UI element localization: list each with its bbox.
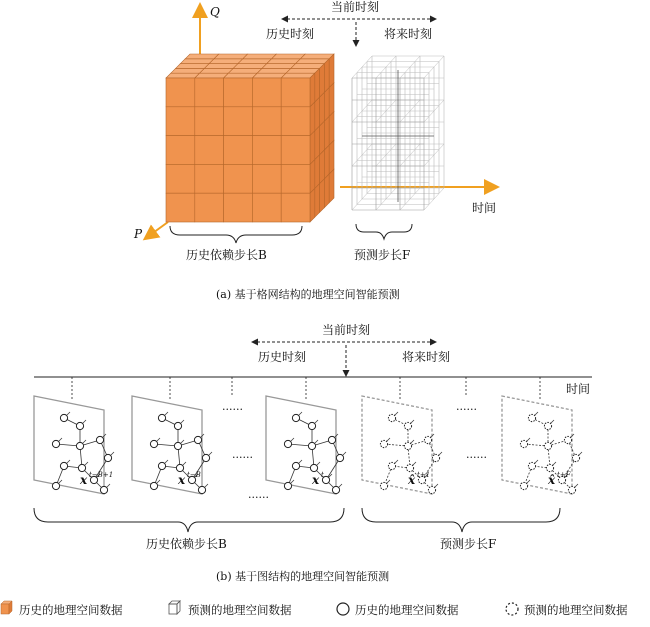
cube-cell-side xyxy=(324,145,329,179)
cube-cell-top xyxy=(238,59,272,64)
cube-cell-top xyxy=(224,73,258,78)
history-time-label: 历史时刻 xyxy=(266,27,315,41)
graph-node xyxy=(104,454,111,461)
graph-node xyxy=(520,482,527,489)
graph-frame-3 xyxy=(266,377,346,494)
cube-cell-front xyxy=(195,107,224,136)
cube-cell-top xyxy=(171,68,205,73)
graph-node xyxy=(158,414,165,421)
cube-cell-top xyxy=(200,68,234,73)
graph-node xyxy=(76,422,83,429)
graph-node xyxy=(380,482,387,489)
legend-label-1: 历史的地理空间数据 xyxy=(19,603,123,617)
cube-cell-side xyxy=(329,169,334,203)
cube-cell-side xyxy=(315,97,320,131)
cube-cell-side xyxy=(315,184,320,218)
cube-cell-side xyxy=(310,102,315,136)
cube-cell-top xyxy=(243,54,277,59)
frame-label: x xyxy=(312,473,320,487)
cube-cell-front xyxy=(195,164,224,193)
cube-cell-front xyxy=(224,78,253,107)
cube-cell-side xyxy=(329,140,334,174)
graph-node xyxy=(332,486,339,493)
cube-cell-front xyxy=(252,136,281,165)
cube-cell-front xyxy=(195,193,224,222)
cube-cell-top xyxy=(209,59,243,64)
cube-cell-top xyxy=(252,73,286,78)
frame-label-sup: t+1 xyxy=(417,471,431,479)
ellipsis-4: ...... xyxy=(456,400,477,413)
graph-node xyxy=(406,464,413,471)
graph-node xyxy=(174,442,181,449)
ellipsis-1: ...... xyxy=(222,400,243,413)
graph-node xyxy=(308,422,315,429)
graph-node xyxy=(528,414,535,421)
graph-node xyxy=(96,436,103,443)
future-time-label-b: 将来时刻 xyxy=(402,350,451,364)
graph-node xyxy=(176,464,183,471)
cube-cell-side xyxy=(310,160,315,194)
cube-cell-front xyxy=(281,193,310,222)
cube-cell-top xyxy=(214,54,248,59)
graph-node xyxy=(150,482,157,489)
graph-node xyxy=(424,436,431,443)
cube-cell-top xyxy=(233,64,267,69)
caption-b: (b) 基于图结构的地理空间智能预测 xyxy=(216,570,390,583)
graph-node xyxy=(520,440,527,447)
history-cube xyxy=(166,54,334,222)
graph-node xyxy=(388,414,395,421)
cube-cell-front xyxy=(224,107,253,136)
legend-label-4: 预测的地理空间数据 xyxy=(524,603,628,617)
cube-cell-side xyxy=(329,112,334,146)
history-brace xyxy=(170,226,302,243)
graph-node xyxy=(52,482,59,489)
cube-cell-front xyxy=(195,78,224,107)
graph-node xyxy=(100,486,107,493)
frame-label-sup: t−B xyxy=(187,471,201,479)
graph-node xyxy=(544,422,551,429)
graph-node xyxy=(194,436,201,443)
cube-cell-side xyxy=(310,73,315,107)
cube-cell-front xyxy=(252,78,281,107)
q-axis-label: Q xyxy=(210,5,220,19)
cube-cell-top xyxy=(166,73,200,78)
graph-node xyxy=(388,462,395,469)
grid-diagram xyxy=(133,0,496,301)
cube-cell-top xyxy=(300,54,334,59)
cube-cell-top xyxy=(204,64,238,69)
cube-cell-front xyxy=(224,193,253,222)
current-time-label-b: 当前时刻 xyxy=(322,323,371,337)
frame-label: x xyxy=(178,473,186,487)
cube-cell-top xyxy=(185,54,219,59)
graph-node xyxy=(150,440,157,447)
cube-cell-top xyxy=(180,59,214,64)
p-axis xyxy=(146,222,168,238)
cube-cell-side xyxy=(315,126,320,160)
cube-cell-front xyxy=(224,164,253,193)
graph-frames xyxy=(34,377,582,494)
cube-cell-front xyxy=(166,107,195,136)
ellipsis-2: ...... xyxy=(232,448,253,461)
graph-node xyxy=(76,442,83,449)
ellipsis-3: ...... xyxy=(248,488,269,501)
frame-label: x̂ xyxy=(548,473,556,487)
cube-cell-side xyxy=(329,54,334,88)
legend-label-3: 历史的地理空间数据 xyxy=(355,603,459,617)
graph-node xyxy=(52,440,59,447)
cube-cell-side xyxy=(310,188,315,222)
forecast-brace xyxy=(356,224,412,239)
graph-node xyxy=(336,454,343,461)
cube-cell-front xyxy=(166,164,195,193)
graph-node xyxy=(202,454,209,461)
cube-cell-top xyxy=(296,59,330,64)
graph-node xyxy=(78,464,85,471)
legend xyxy=(1,601,628,617)
forecast-brace-b xyxy=(362,508,560,532)
cube-cell-top xyxy=(272,54,306,59)
history-brace-b xyxy=(34,508,344,532)
graph-node xyxy=(284,440,291,447)
cube-cell-side xyxy=(324,88,329,122)
graph-node xyxy=(572,454,579,461)
graph-node xyxy=(546,464,553,471)
p-axis-label: P xyxy=(134,227,143,241)
graph-node xyxy=(198,486,205,493)
graph-node xyxy=(308,442,315,449)
frame-label-sup: t−B+1 xyxy=(89,471,114,479)
cube-cell-side xyxy=(320,121,325,155)
graph-node xyxy=(380,440,387,447)
timeline-label: 时间 xyxy=(566,382,591,396)
cube-cell-side xyxy=(315,155,320,189)
graph-node xyxy=(544,442,551,449)
cube-cell-front xyxy=(281,107,310,136)
cube-cell-front xyxy=(281,136,310,165)
graph-node xyxy=(568,486,575,493)
graph-node xyxy=(428,486,435,493)
cube-cell-top xyxy=(176,64,210,69)
cube-cell-side xyxy=(320,150,325,184)
cube-cell-front xyxy=(252,107,281,136)
graph-diagram xyxy=(34,322,592,583)
cube-cell-front xyxy=(195,136,224,165)
graph-node xyxy=(328,436,335,443)
solid-circle-icon xyxy=(337,603,349,615)
graph-node xyxy=(310,464,317,471)
time-axis-label: 时间 xyxy=(472,201,497,215)
cube-cell-front xyxy=(224,136,253,165)
cube-cell-side xyxy=(324,59,329,93)
graph-frame-2 xyxy=(132,377,212,494)
cube-cell-top xyxy=(257,68,291,73)
caption-a: (a) 基于格网结构的地理空间智能预测 xyxy=(216,288,400,301)
cube-cell-side xyxy=(315,68,320,102)
cube-cell-top xyxy=(286,68,320,73)
current-time-label: 当前时刻 xyxy=(331,0,380,14)
forecast-step-label-b: 预测步长F xyxy=(440,537,497,551)
wire-cube-icon xyxy=(169,601,180,614)
cube-cell-front xyxy=(166,78,195,107)
graph-node xyxy=(284,482,291,489)
cube-cell-front xyxy=(281,78,310,107)
graph-node xyxy=(174,422,181,429)
frame-label: x xyxy=(80,473,88,487)
graph-frame-1 xyxy=(34,377,114,494)
graph-node xyxy=(158,462,165,469)
history-step-label-b: 历史依赖步长B xyxy=(146,537,227,551)
cube-cell-top xyxy=(291,64,325,69)
cube-cell-side xyxy=(320,64,325,98)
dashed-circle-icon xyxy=(506,603,518,615)
cube-cell-top xyxy=(262,64,296,69)
graph-node xyxy=(432,454,439,461)
cube-cell-side xyxy=(329,83,334,117)
history-time-label-b: 历史时刻 xyxy=(258,350,307,364)
cube-cell-side xyxy=(310,131,315,165)
cube-cell-front xyxy=(252,193,281,222)
frame-label-sup: t xyxy=(321,471,324,479)
cube-cell-front xyxy=(281,164,310,193)
graph-node xyxy=(292,414,299,421)
graph-node xyxy=(528,462,535,469)
graph-node xyxy=(60,414,67,421)
cube-cell-front xyxy=(166,193,195,222)
frame-label-sup: t+F xyxy=(557,471,571,479)
cube-cell-top xyxy=(281,73,315,78)
legend-label-2: 预测的地理空间数据 xyxy=(188,603,292,617)
cube-cell-side xyxy=(320,179,325,213)
future-time-label: 将来时刻 xyxy=(384,27,433,41)
graph-node xyxy=(60,462,67,469)
forecast-step-label: 预测步长F xyxy=(354,248,411,262)
cube-cell-side xyxy=(320,92,325,126)
graph-node xyxy=(404,442,411,449)
cube-cell-front xyxy=(252,164,281,193)
orange-cube-icon xyxy=(1,601,12,614)
cube-cell-front xyxy=(166,136,195,165)
cube-cell-side xyxy=(324,174,329,208)
cube-cell-top xyxy=(195,73,229,78)
ellipsis-5: ...... xyxy=(466,448,487,461)
cube-cell-top xyxy=(228,68,262,73)
graph-node xyxy=(564,436,571,443)
graph-node xyxy=(404,422,411,429)
cube-cell-side xyxy=(324,116,329,150)
graph-node xyxy=(292,462,299,469)
history-step-label: 历史依赖步长B xyxy=(186,248,267,262)
frame-label: x̂ xyxy=(408,473,416,487)
graph-frame-4 xyxy=(362,377,442,494)
cube-cell-top xyxy=(267,59,301,64)
